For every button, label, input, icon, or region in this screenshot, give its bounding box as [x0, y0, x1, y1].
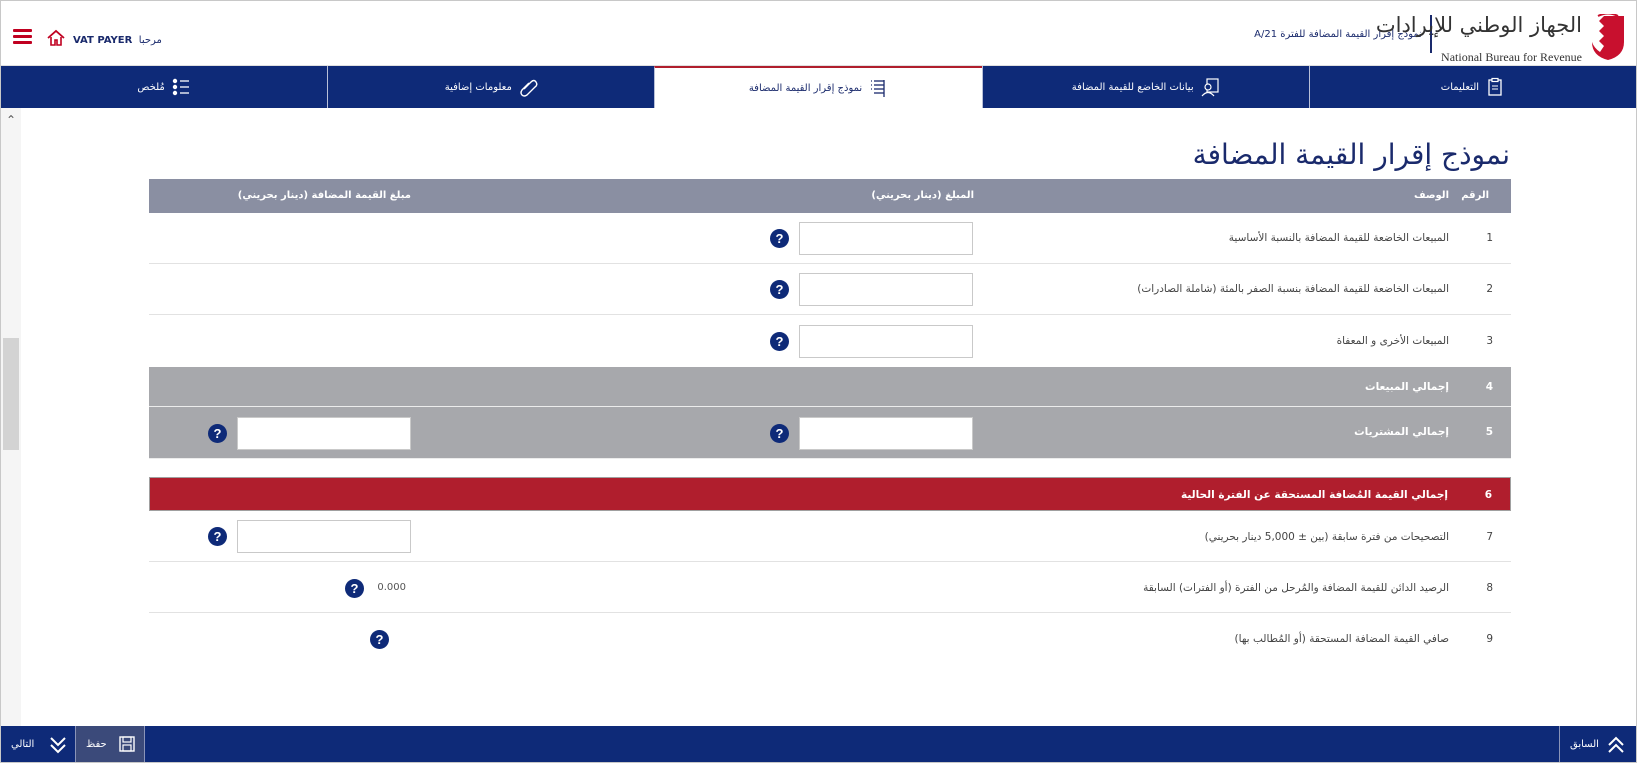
table-row: [149, 613, 1511, 664]
chevron-double-down-icon[interactable]: [48, 735, 68, 755]
help-icon[interactable]: ?: [770, 280, 789, 299]
previous-button[interactable]: [1559, 726, 1636, 763]
row-number: 8: [1486, 582, 1493, 594]
row-description: المبيعات الخاضعة للقيمة المضافة بالنسبة الأساسية: [1228, 232, 1449, 244]
tab-additional-info[interactable]: [327, 66, 654, 108]
tab-label: نموذج إقرار القيمة المضافة: [748, 82, 863, 94]
greeting-text: مرحبا: [138, 35, 162, 46]
table-row: [149, 562, 1511, 613]
previous-label: السابق: [1570, 739, 1599, 750]
amount-input[interactable]: [799, 417, 973, 450]
row-description: صافي القيمة المضافة المستحقة (أو المُطالب بها): [1234, 633, 1449, 645]
table-row: [149, 264, 1511, 315]
header-number: الرقم: [1461, 190, 1489, 201]
tab-bar: [1, 66, 1636, 108]
chevron-up-icon[interactable]: ⌃: [6, 113, 17, 127]
help-icon[interactable]: ?: [208, 527, 227, 546]
table-row: [149, 511, 1511, 562]
page-title: نموذج إقرار القيمة المضافة: [1192, 138, 1510, 171]
row-number: 3: [1486, 335, 1493, 347]
bahrain-emblem-icon: [1588, 14, 1628, 62]
header-description: الوصف: [1413, 190, 1449, 201]
help-icon[interactable]: ?: [370, 630, 389, 649]
save-button[interactable]: [75, 726, 145, 763]
help-icon[interactable]: ?: [770, 332, 789, 351]
row-description: المبيعات الخاضعة للقيمة المضافة بنسبة الصفر بالمئة (شاملة الصادرات): [1137, 283, 1449, 295]
row-number: 6: [1484, 489, 1492, 501]
amount-input[interactable]: [799, 273, 973, 306]
row-number: 2: [1486, 283, 1493, 295]
vat-amount-input[interactable]: [237, 520, 411, 553]
row-number: 7: [1486, 531, 1493, 543]
top-header: [1, 1, 1636, 66]
table-row: [149, 315, 1511, 367]
user-greeting: [73, 35, 162, 46]
logo: [1375, 11, 1628, 65]
tab-instructions[interactable]: [1309, 66, 1636, 108]
save-label: حفظ: [86, 739, 107, 750]
row-description: إجمالي القيمة المُضافة المستحقة عن الفترة الحالية: [1181, 489, 1448, 501]
table-row-total-purchases: [149, 407, 1511, 459]
row-number: 1: [1486, 232, 1493, 244]
next-button-label[interactable]: التالي: [11, 739, 35, 750]
form-period-title: نموذج إقرار القيمة المضافة للفترة 21/A: [1254, 29, 1422, 40]
row-number: 4: [1485, 381, 1493, 393]
header-amount: المبلغ (دينار بحريني): [871, 190, 974, 201]
amount-input[interactable]: [799, 222, 973, 255]
user-name: VAT PAYER: [73, 35, 133, 46]
row-description: إجمالي المشتريات: [1354, 426, 1449, 438]
help-icon[interactable]: ?: [770, 424, 789, 443]
header-vat-amount: مبلغ القيمة المضافة (دينار بحريني): [237, 190, 411, 201]
paperclip-icon: [518, 77, 538, 97]
footer-bar: [1, 726, 1636, 763]
tab-taxpayer-data[interactable]: [982, 66, 1309, 108]
help-icon[interactable]: ?: [345, 579, 364, 598]
home-icon[interactable]: [46, 28, 66, 48]
tab-vat-return-form[interactable]: [654, 66, 981, 108]
row-number: 5: [1485, 426, 1493, 438]
row-number: 9: [1486, 633, 1493, 645]
vat-amount-input[interactable]: [237, 417, 411, 450]
help-icon[interactable]: ?: [208, 424, 227, 443]
tab-summary[interactable]: [1, 66, 327, 108]
credit-balance-value: 0.000: [377, 582, 406, 593]
vertical-scrollbar[interactable]: [1, 108, 21, 726]
table-row-total-vat-due: [149, 477, 1511, 511]
chevron-double-up-icon: [1606, 735, 1626, 755]
tab-label: التعليمات: [1440, 81, 1480, 93]
tab-label: مُلخص: [137, 81, 165, 93]
row-description: الرصيد الدائن للقيمة المضافة والمُرحل من الفترة (أو الفترات) السابقة: [1143, 582, 1449, 594]
table-row-total-sales: [149, 367, 1511, 407]
floppy-disk-icon: [118, 735, 136, 753]
logo-english-text: National Bureau for Revenue: [1441, 50, 1582, 64]
summary-list-icon: [171, 77, 191, 97]
table-row: [149, 213, 1511, 264]
user-id-icon: [1200, 77, 1220, 97]
table-header: [149, 179, 1511, 213]
menu-icon[interactable]: [13, 29, 32, 44]
clipboard-icon: [1485, 77, 1505, 97]
row-description: المبيعات الأخرى و المعفاة: [1336, 335, 1449, 347]
list-document-icon: [868, 78, 888, 98]
scroll-thumb[interactable]: [3, 338, 19, 450]
help-icon[interactable]: ?: [770, 229, 789, 248]
row-description: التصحيحات من فترة سابقة (بين ± 5,000 دينار بحريني): [1204, 531, 1449, 543]
amount-input[interactable]: [799, 325, 973, 358]
row-description: إجمالي المبيعات: [1365, 381, 1449, 393]
tab-label: معلومات إضافية: [444, 81, 512, 93]
logo-arabic-text: الجهاز الوطني للإيرادات: [1375, 13, 1582, 37]
tab-label: بيانات الخاضع للقيمة المضافة: [1071, 81, 1194, 93]
